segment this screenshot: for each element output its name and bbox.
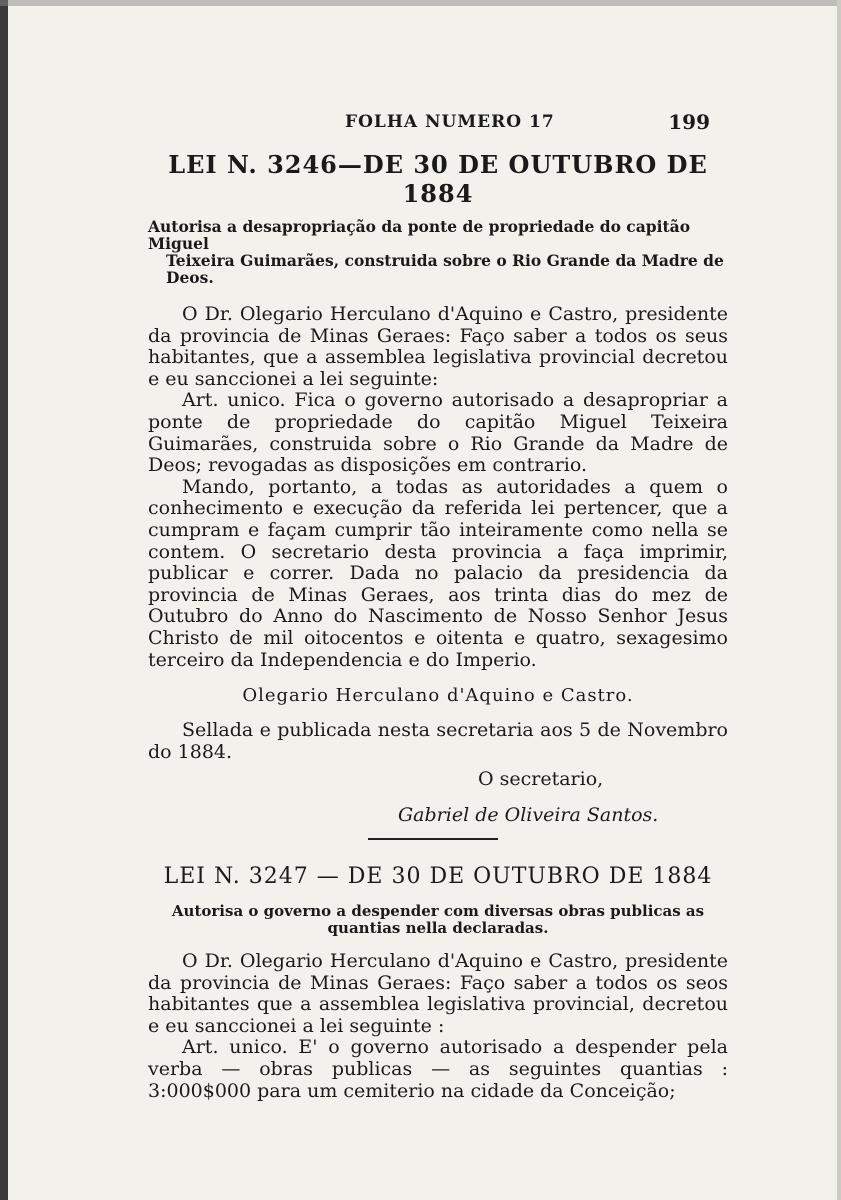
law-summary-line-2: quantias nella declaradas. [327,919,549,937]
section-divider [368,838,498,840]
law-3247 [148,864,728,1102]
law-article: Art. unico. E' o governo autorisado a despender pela verba — obras publicas — as seguintes quantias : 3:000$000 para um cemiterio na cidade da Conceição; [148,1036,728,1102]
folha-number: FOLHA NUMERO 17 [345,112,555,132]
secretary-name: Gabriel de Oliveira Santos. [398,803,659,826]
governor-signature: Olegario Herculano d'Aquino e Castro. [242,685,634,707]
law-summary-line-1: Autorisa a desapropriação da ponte de propriedade do capitão Miguel [148,217,691,253]
scan-edge [0,0,8,1200]
law-summary-line-2: Teixeira Guimarães, construida sobre o Rio Grande da Madre de Deos. [166,251,724,287]
law-summary [148,218,728,286]
law-3246 [148,150,728,826]
law-title: LEI N. 3246—DE 30 DE OUTUBRO DE 1884 [168,150,708,208]
secretary-label: O secretario, [478,768,604,791]
law-mandate: Mando, portanto, a todas as autoridades a quem o conhecimento e execução da referida lei pertencer, que a cumpram e façam cumprir tão inteiramente como nella se contem. O secretario desta provincia a faça imprimir, publicar e correr. Dada no palacio da presidencia da provincia de Minas Geraes, aos trinta dias do mez de Outubro do Anno do Nascimento de Nosso Senhor Jesus Christo de mil oitocentos e oitenta e quatro, sexagesimo terceiro da Independencia e do Imperio. [148,475,728,671]
page-number: 199 [668,110,710,134]
scan-edge-right [837,0,841,1200]
law-summary-line-1: Autorisa o governo a despender com diversas obras publicas as [171,902,705,920]
law-summary [148,903,728,937]
law-preamble: O Dr. Olegario Herculano d'Aquino e Castro, presidente da provincia de Minas Geraes: Faço saber a todos os seos habitantes que a assemblea legislativa provincial, decretou e eu sanccionei a lei seguinte : [148,950,728,1037]
law-title: LEI N. 3247 — DE 30 DE OUTUBRO DE 1884 [163,864,713,889]
page-header [140,110,710,140]
scan-edge-top [0,0,841,6]
publication-note: Sellada e publicada nesta secretaria aos 5 de Novembro do 1884. [148,719,728,763]
law-article: Art. unico. Fica o governo autorisado a desapropriar a ponte de propriedade do capitão Miguel Teixeira Guimarães, construida sobre o Rio Grande da Madre de Deos; revogadas as disposições em contrario. [148,389,728,477]
law-preamble: O Dr. Olegario Herculano d'Aquino e Castro, presidente da provincia de Minas Geraes: Faço saber a todos os seus habitantes, que a assemblea legislativa provincial decretou e eu sanccionei a lei seguinte: [148,303,728,390]
